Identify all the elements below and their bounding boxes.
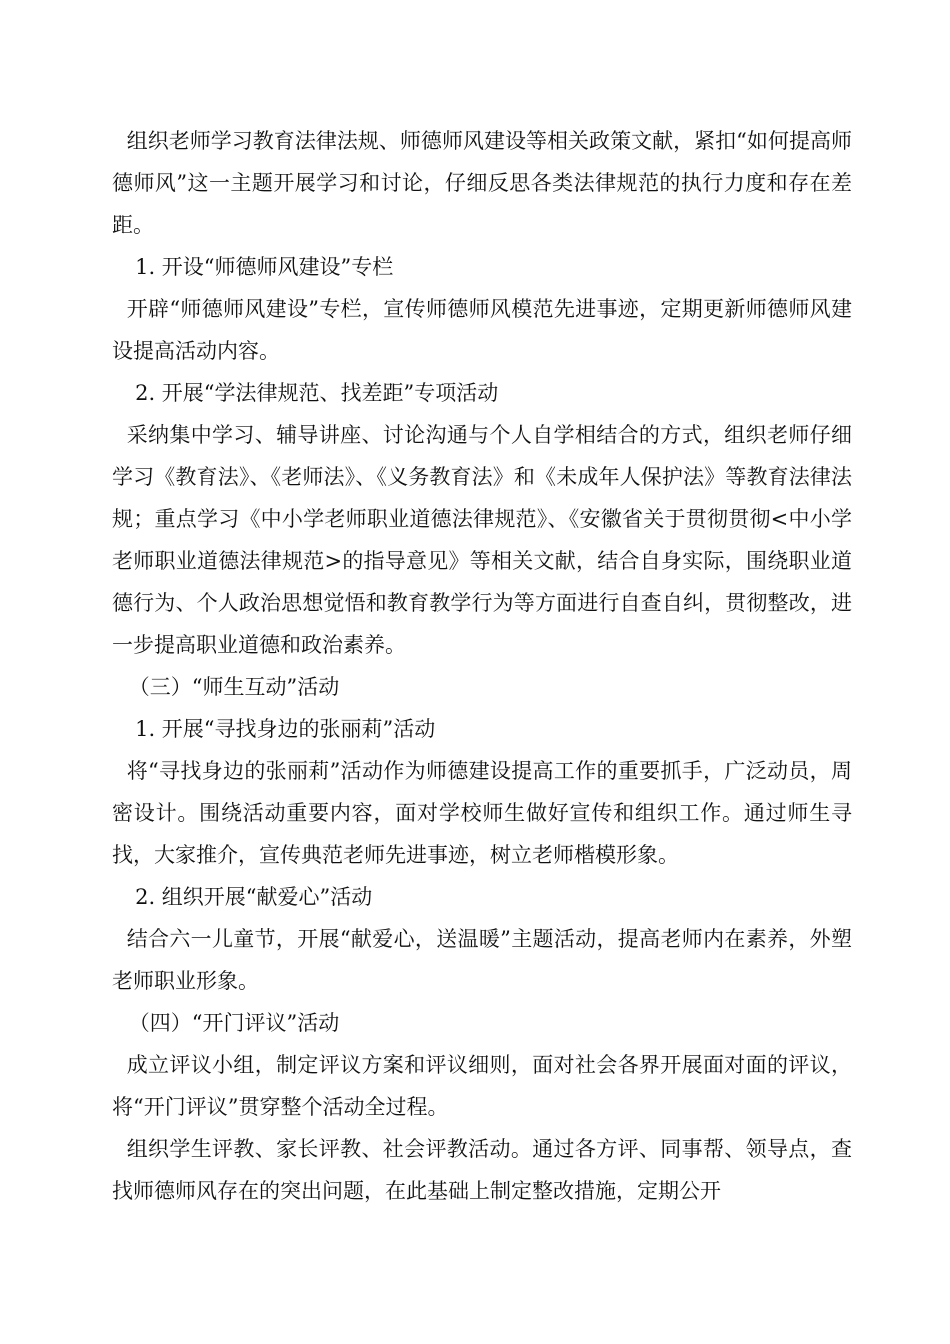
section-heading-open-review: （四）“开门评议”活动 (128, 1011, 340, 1035)
section-heading-teacher-student: （三）“师生互动”活动 (128, 675, 340, 699)
paragraph-column: 开辟“师德师风建设”专栏，宣传师德师风模范先进事迹，定期更新师德师风建设提高活动内容。 (112, 297, 852, 363)
heading-love-activity: 2. 组织开展“献爱心”活动 (135, 885, 373, 909)
paragraph-study-policy: 组织老师学习教育法律法规、师德师风建设等相关政策文献，紧扣“如何提高师德师风”这一主题开展学习和讨论，仔细反思各类法律规范的执行力度和存在差距。 (112, 129, 852, 237)
heading-column: 1. 开设“师德师风建设”专栏 (135, 255, 394, 279)
document-body (112, 120, 852, 1212)
paragraph-evaluation: 组织学生评教、家长评教、社会评教活动。通过各方评、同事帮、领导点，查找师德师风存在的突出问题，在此基础上制定整改措施，定期公开 (112, 1137, 852, 1203)
paragraph-law-activity: 采纳集中学习、辅导讲座、讨论沟通与个人自学相结合的方式，组织老师仔细学习《教育法》、《老师法》、《义务教育法》和《未成年人保护法》等教育法律法规；重点学习《中小学老师职业道德法律规范》、《安徽省关于贯彻贯彻<中小学老师职业道德法律规范>的指导意见》等相关文献，结合自身实际，围绕职业道德行为、个人政治思想觉悟和教育教学行为等方面进行自查自纠，贯彻整改，进一步提高职业道德和政治素养。 (112, 423, 852, 657)
paragraph-review-group: 成立评议小组，制定评议方案和评议细则，面对社会各界开展面对面的评议，将“开门评议”贯穿整个活动全过程。 (112, 1053, 852, 1119)
heading-find-zhang-lili: 1. 开展“寻找身边的张丽莉”活动 (135, 717, 436, 741)
paragraph-love-activity: 结合六一儿童节，开展“献爱心，送温暖”主题活动，提高老师内在素养，外塑老师职业形象。 (112, 927, 852, 993)
paragraph-find-zhang-lili: 将“寻找身边的张丽莉”活动作为师德建设提高工作的重要抓手，广泛动员，周密设计。围绕活动重要内容，面对学校师生做好宣传和组织工作。通过师生寻找，大家推介，宣传典范老师先进事迹，树立老师楷模形象。 (112, 759, 852, 867)
heading-law-activity: 2. 开展“学法律规范、找差距”专项活动 (135, 381, 499, 405)
